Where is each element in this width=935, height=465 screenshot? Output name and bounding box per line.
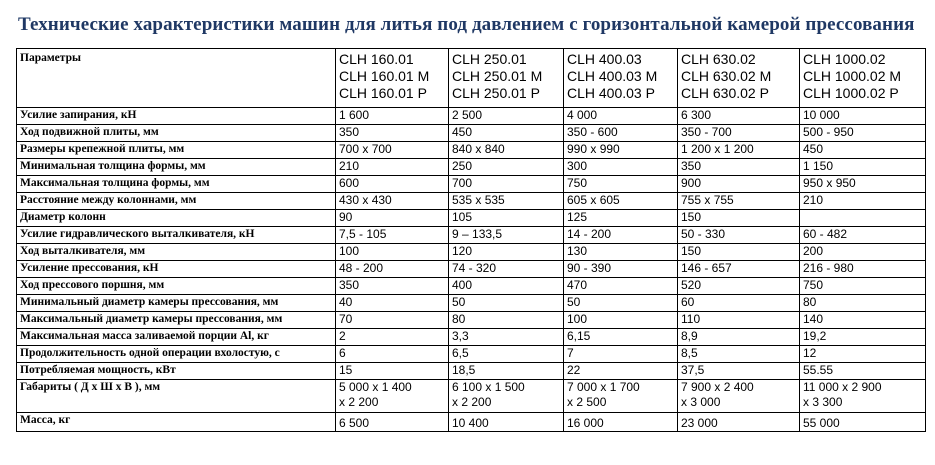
value-cell: 37,5 [678, 363, 800, 380]
value-cell: 140 [800, 312, 926, 329]
value-cell: 535 x 535 [449, 193, 564, 210]
param-label: Габариты ( Д х Ш х В ), мм [17, 380, 336, 413]
table-row [17, 159, 926, 176]
table-row [17, 125, 926, 142]
value-cell: 4 000 [564, 108, 678, 125]
value-cell [564, 380, 678, 413]
value-cell: 2 [336, 329, 449, 346]
value-cell: 520 [678, 278, 800, 295]
model-name: CLH 630.02 [681, 51, 756, 67]
param-label: Ход подвижной плиты, мм [17, 125, 336, 142]
param-label: Ход выталкивателя, мм [17, 244, 336, 261]
value-cell: 6 300 [678, 108, 800, 125]
model-name: CLH 160.01 M [339, 68, 430, 84]
value-cell: 14 - 200 [564, 227, 678, 244]
value-cell: 2 500 [449, 108, 564, 125]
param-label: Максимальная толщина формы, мм [17, 176, 336, 193]
dimension-line: x 2 200 [339, 395, 379, 409]
spec-table-body [17, 49, 926, 432]
value-cell: 130 [564, 244, 678, 261]
params-header: Параметры [17, 49, 336, 108]
value-cell: 8,9 [678, 329, 800, 346]
value-cell: 350 [336, 125, 449, 142]
value-cell: 200 [800, 244, 926, 261]
param-label: Максимальный диаметр камеры прессования, мм [17, 312, 336, 329]
value-cell: 70 [336, 312, 449, 329]
value-cell: 7 [564, 346, 678, 363]
value-cell: 10 000 [800, 108, 926, 125]
model-name: CLH 160.01 [339, 51, 414, 67]
value-cell: 400 [449, 278, 564, 295]
param-label: Максимальная масса заливаемой порции Al, кг [17, 329, 336, 346]
value-cell: 6,15 [564, 329, 678, 346]
model-name: CLH 1000.02 [803, 51, 886, 67]
model-name: CLH 400.03 P [567, 85, 655, 101]
value-cell: 210 [800, 193, 926, 210]
value-cell: 40 [336, 295, 449, 312]
value-cell: 450 [449, 125, 564, 142]
value-cell: 23 000 [678, 413, 800, 432]
value-cell: 110 [678, 312, 800, 329]
value-cell: 55 000 [800, 413, 926, 432]
value-cell: 19,2 [800, 329, 926, 346]
value-cell [449, 380, 564, 413]
table-row [17, 261, 926, 278]
value-cell: 48 - 200 [336, 261, 449, 278]
param-label: Усилие запирания, кН [17, 108, 336, 125]
value-cell: 6 500 [336, 413, 449, 432]
dimension-line: 6 100 x 1 500 [452, 380, 525, 394]
model-header-5 [800, 49, 926, 108]
value-cell: 12 [800, 346, 926, 363]
value-cell: 840 x 840 [449, 142, 564, 159]
value-cell: 50 [564, 295, 678, 312]
model-name: CLH 400.03 [567, 51, 642, 67]
model-header-3 [564, 49, 678, 108]
value-cell: 15 [336, 363, 449, 380]
value-cell: 350 - 600 [564, 125, 678, 142]
page-title: Технические характеристики машин для литья под давлением с горизонтальной камерой прессования [18, 14, 915, 35]
value-cell: 350 [336, 278, 449, 295]
dimension-line: x 2 200 [452, 395, 492, 409]
value-cell: 350 [678, 159, 800, 176]
model-header-4 [678, 49, 800, 108]
model-name: CLH 630.02 M [681, 68, 772, 84]
param-label: Потребляемая мощность, кВт [17, 363, 336, 380]
value-cell: 216 - 980 [800, 261, 926, 278]
table-row [17, 295, 926, 312]
value-cell: 600 [336, 176, 449, 193]
value-cell: 105 [449, 210, 564, 227]
table-row-mass [17, 413, 926, 432]
value-cell: 1 600 [336, 108, 449, 125]
table-row [17, 193, 926, 210]
model-name: CLH 630.02 P [681, 85, 769, 101]
param-label: Продолжительность одной операции вхолостую, с [17, 346, 336, 363]
dimension-line: x 3 300 [803, 395, 843, 409]
param-label: Ход прессового поршня, мм [17, 278, 336, 295]
table-header-row [17, 49, 926, 108]
value-cell: 990 x 990 [564, 142, 678, 159]
model-name: CLH 1000.02 M [803, 68, 902, 84]
value-cell: 125 [564, 210, 678, 227]
model-name: CLH 250.01 [452, 51, 527, 67]
model-name: CLH 1000.02 P [803, 85, 899, 101]
value-cell: 300 [564, 159, 678, 176]
value-cell: 90 [336, 210, 449, 227]
value-cell: 900 [678, 176, 800, 193]
value-cell: 150 [678, 244, 800, 261]
value-cell: 74 - 320 [449, 261, 564, 278]
value-cell: 8,5 [678, 346, 800, 363]
value-cell: 55.55 [800, 363, 926, 380]
value-cell: 120 [449, 244, 564, 261]
value-cell: 750 [800, 278, 926, 295]
value-cell: 1 150 [800, 159, 926, 176]
table-row-dimensions [17, 380, 926, 413]
table-row [17, 278, 926, 295]
dimension-line: x 2 500 [567, 395, 607, 409]
value-cell: 755 x 755 [678, 193, 800, 210]
value-cell [800, 210, 926, 227]
param-label: Размеры крепежной плиты, мм [17, 142, 336, 159]
value-cell: 18,5 [449, 363, 564, 380]
table-row [17, 363, 926, 380]
value-cell: 500 - 950 [800, 125, 926, 142]
value-cell [336, 380, 449, 413]
value-cell: 150 [678, 210, 800, 227]
param-label: Диаметр колонн [17, 210, 336, 227]
value-cell: 250 [449, 159, 564, 176]
value-cell: 60 [678, 295, 800, 312]
table-row [17, 210, 926, 227]
value-cell: 6,5 [449, 346, 564, 363]
model-header-2 [449, 49, 564, 108]
value-cell: 60 - 482 [800, 227, 926, 244]
value-cell: 100 [564, 312, 678, 329]
value-cell [678, 380, 800, 413]
value-cell: 700 x 700 [336, 142, 449, 159]
model-name: CLH 250.01 P [452, 85, 540, 101]
value-cell: 100 [336, 244, 449, 261]
param-label: Усилие гидравлического выталкивателя, кН [17, 227, 336, 244]
table-row [17, 346, 926, 363]
dimension-line: 7 000 x 1 700 [567, 380, 640, 394]
value-cell: 430 x 430 [336, 193, 449, 210]
value-cell: 50 [449, 295, 564, 312]
dimension-line: 7 900 x 2 400 [681, 380, 754, 394]
model-name: CLH 400.03 M [567, 68, 658, 84]
value-cell: 7,5 - 105 [336, 227, 449, 244]
value-cell: 210 [336, 159, 449, 176]
table-row [17, 329, 926, 346]
value-cell: 1 200 x 1 200 [678, 142, 800, 159]
value-cell: 50 - 330 [678, 227, 800, 244]
value-cell: 16 000 [564, 413, 678, 432]
param-label: Усиление прессования, кН [17, 261, 336, 278]
dimension-line: x 3 000 [681, 395, 721, 409]
value-cell: 9 – 133,5 [449, 227, 564, 244]
value-cell: 605 x 605 [564, 193, 678, 210]
spec-table [16, 48, 926, 432]
model-name: CLH 160.01 P [339, 85, 427, 101]
value-cell: 6 [336, 346, 449, 363]
value-cell: 450 [800, 142, 926, 159]
param-label: Минимальная толщина формы, мм [17, 159, 336, 176]
value-cell: 10 400 [449, 413, 564, 432]
table-row [17, 108, 926, 125]
param-label: Масса, кг [17, 413, 336, 432]
value-cell [800, 380, 926, 413]
value-cell: 950 x 950 [800, 176, 926, 193]
value-cell: 350 - 700 [678, 125, 800, 142]
model-name: CLH 250.01 M [452, 68, 543, 84]
table-row [17, 176, 926, 193]
value-cell: 90 - 390 [564, 261, 678, 278]
value-cell: 146 - 657 [678, 261, 800, 278]
table-row [17, 244, 926, 261]
param-label: Минимальный диаметр камеры прессования, мм [17, 295, 336, 312]
dimension-line: 5 000 x 1 400 [339, 380, 412, 394]
table-row [17, 142, 926, 159]
value-cell: 3,3 [449, 329, 564, 346]
dimension-line: 11 000 x 2 900 [803, 380, 882, 394]
param-label: Расстояние между колоннами, мм [17, 193, 336, 210]
model-header-1 [336, 49, 449, 108]
value-cell: 470 [564, 278, 678, 295]
value-cell: 80 [800, 295, 926, 312]
table-row [17, 312, 926, 329]
table-row [17, 227, 926, 244]
value-cell: 80 [449, 312, 564, 329]
value-cell: 22 [564, 363, 678, 380]
value-cell: 700 [449, 176, 564, 193]
value-cell: 750 [564, 176, 678, 193]
